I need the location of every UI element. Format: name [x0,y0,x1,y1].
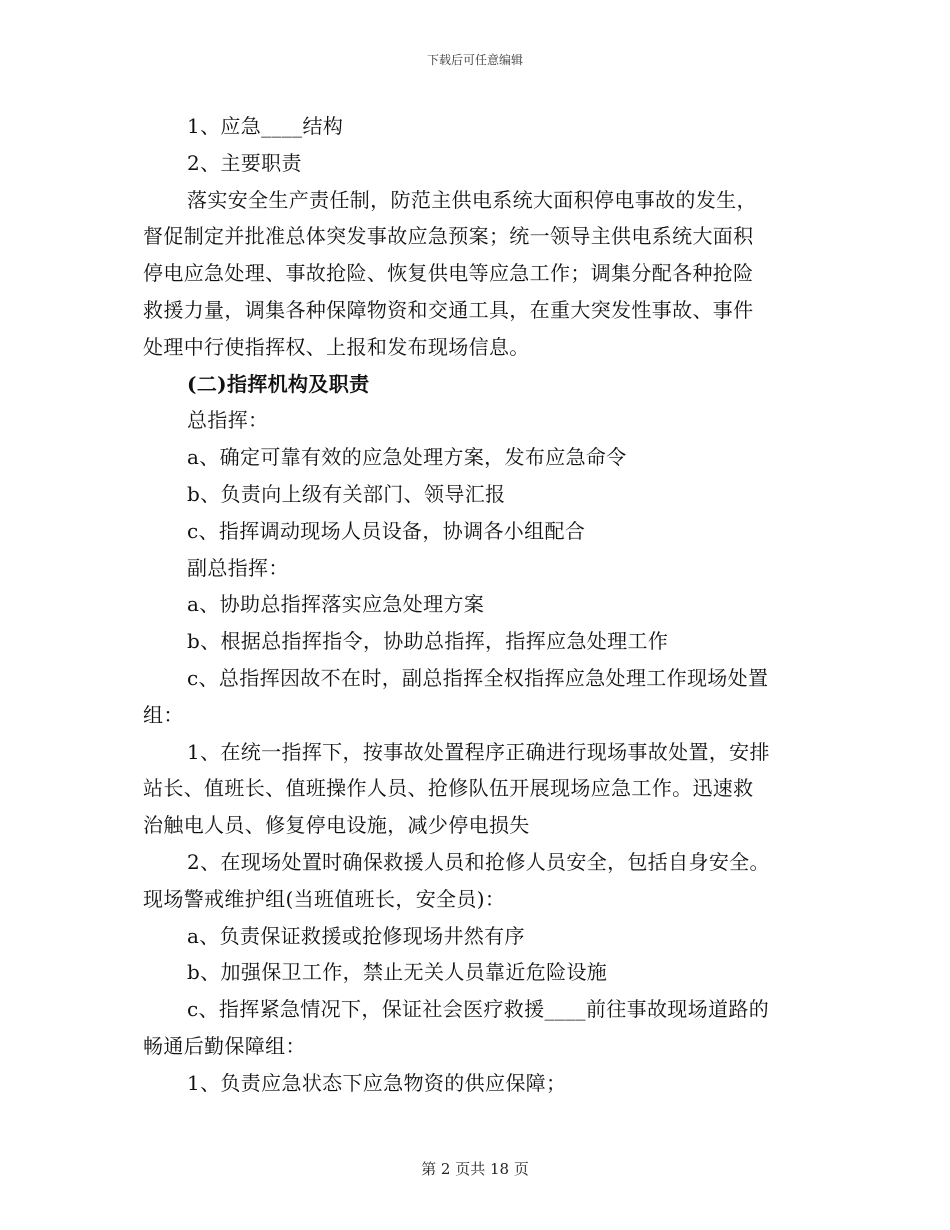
document-body [143,108,811,1102]
section-heading: (二)指挥机构及职责 [187,371,370,396]
body-line: c、总指挥因故不在时，副总指挥全权指挥应急处理工作现场处置 [187,665,769,690]
body-line: c、指挥紧急情况下，保证社会医疗救援____前往事故现场道路的 [187,997,770,1022]
body-line: 督促制定并批准总体突发事故应急预案；统一领导主供电系统大面积 [143,224,754,249]
body-line: 落实安全生产责任制，防范主供电系统大面积停电事故的发生， [187,187,757,212]
body-line: 站长、值班长、值班操作人员、抢修队伍开展现场应急工作。迅速救 [143,776,754,801]
body-line: a、确定可靠有效的应急处理方案，发布应急命令 [187,445,627,470]
body-line: 副总指挥： [187,555,289,580]
body-line: 总指挥： [187,408,269,433]
body-line: 畅通后勤保障组： [143,1033,306,1058]
body-line: b、负责向上级有关部门、领导汇报 [187,481,506,506]
body-line: b、根据总指挥指令，协助总指挥，指挥应急处理工作 [187,629,669,654]
body-line: 1、应急____结构 [187,114,344,138]
body-line: 1、负责应急状态下应急物资的供应保障； [187,1070,567,1095]
body-line: b、加强保卫工作，禁止无关人员靠近危险设施 [187,960,608,985]
body-line: 处理中行使指挥权、上报和发布现场信息。 [143,334,530,359]
page-number-footer: 第 2 页共 18 页 [421,1160,529,1178]
page-header: 下载后可任意编辑 [426,53,523,67]
body-line: 停电应急处理、事故抢险、恢复供电等应急工作；调集分配各种抢险 [143,261,754,286]
body-line: 2、主要职责 [187,150,302,175]
body-line: 治触电人员、修复停电设施，减少停电损失 [143,813,530,838]
body-line: a、协助总指挥落实应急处理方案 [187,592,485,617]
body-line: c、指挥调动现场人员设备，协调各小组配合 [187,518,586,543]
body-line: 救援力量，调集各种保障物资和交通工具，在重大突发性事故、事件 [143,297,754,322]
body-line: 2、在现场处置时确保救援人员和抢修人员安全，包括自身安全。 [187,849,770,874]
body-line: a、负责保证救援或抢修现场井然有序 [187,923,525,948]
body-line: 现场警戒维护组(当班值班长，安全员)： [143,886,506,911]
body-line: 1、在统一指挥下，按事故处置程序正确进行现场事故处置，安排 [187,739,770,764]
body-line: 组： [143,702,184,727]
